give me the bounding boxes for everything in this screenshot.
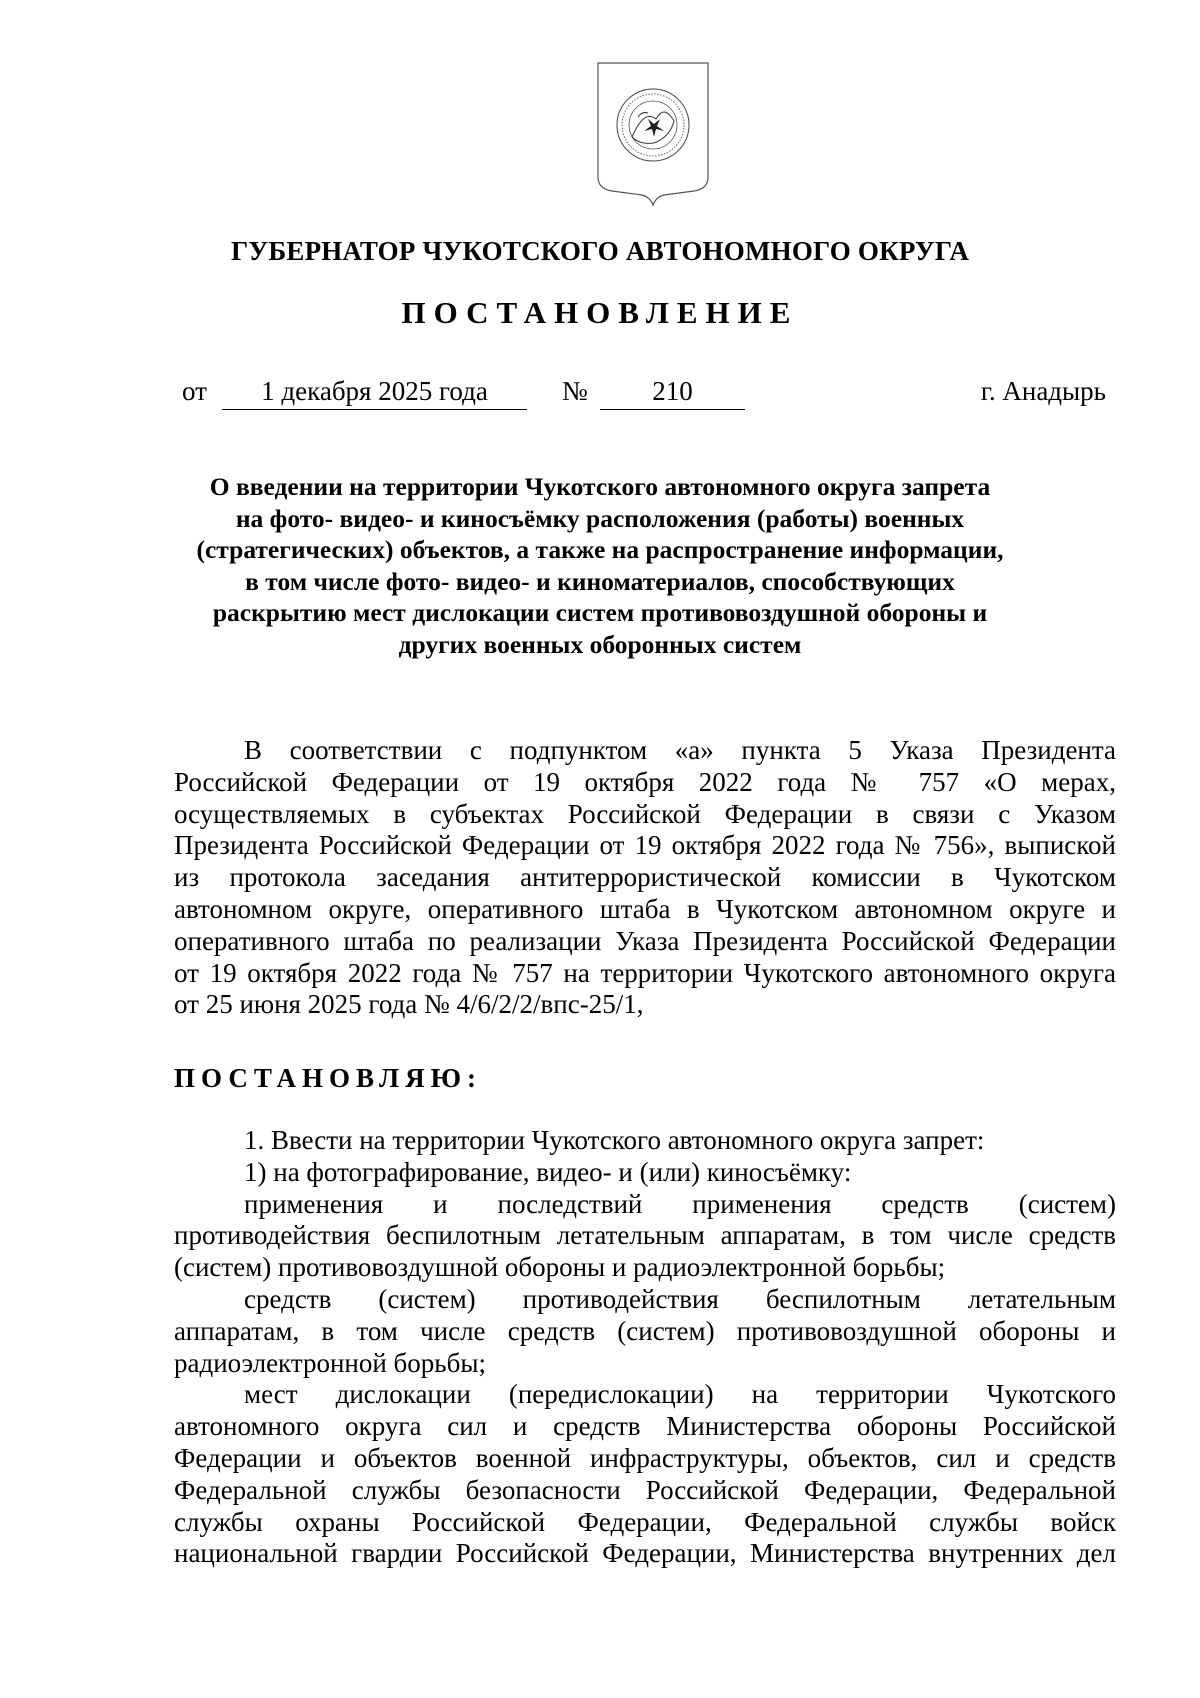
preamble-line: оперативного штаба по реализации Указа Президента Российской Федерации <box>174 925 1116 956</box>
clause-item-1: 1. Ввести на территории Чукотского автономного округа запрет: <box>244 1125 985 1155</box>
subject-line: других военных оборонных систем <box>398 629 802 659</box>
clause-line: службы охраны Российской Федерации, Федеральной службы войск <box>174 1506 1116 1537</box>
clause-line: национальной гвардии Российской Федерации, Министерства внутренних дел <box>174 1538 1116 1569</box>
document-subject <box>150 471 1050 660</box>
preamble-line: от 19 октября 2022 года № 757 на территории Чукотского автономного округа <box>174 957 1116 988</box>
decree-heading: ПОСТАНОВЛЯЮ: <box>174 1063 482 1093</box>
clause-line: противодействия беспилотным летательным аппаратам, в том числе средств <box>174 1220 1116 1251</box>
date-number-row <box>0 376 1200 416</box>
preamble-line: В соответствии с подпунктом «а» пункта 5 Указа Президента <box>244 735 1116 765</box>
document-number: 210 <box>652 376 693 406</box>
preamble-line: из протокола заседания антитеррористической комиссии в Чукотском <box>174 862 1116 893</box>
clause-subitem-1: 1) на фотографирование, видео- и (или) киносъёмку: <box>244 1156 852 1187</box>
document-type: ПОСТАНОВЛЕНИЕ <box>401 295 799 330</box>
number-underline <box>600 409 745 410</box>
document-date: 1 декабря 2025 года <box>261 376 488 406</box>
clauses-section <box>174 1125 1116 1570</box>
subject-line: (стратегических) объектов, а также на распространение информации, <box>196 535 1004 564</box>
preamble-line: осуществляемых в субъектах Российской Федерации в связи с Указом <box>174 798 1116 829</box>
clause-line: радиоэлектронной борьбы; <box>174 1347 486 1378</box>
clause-line: мест дислокации (передислокации) на территории Чукотского <box>244 1379 1116 1410</box>
governor-title: ГУБЕРНАТОР ЧУКОТСКОГО АВТОНОМНОГО ОКРУГА <box>230 236 970 266</box>
number-label: № <box>562 376 588 406</box>
date-underline <box>222 409 527 410</box>
coat-of-arms-icon <box>594 59 712 209</box>
subject-line: О введении на территории Чукотского автономного округа запрета <box>209 472 991 501</box>
preamble-line: от 25 июня 2025 года № 4/6/2/2/впс-25/1, <box>174 989 644 1020</box>
preamble-line: Российской Федерации от 19 октября 2022 года № 757 «О мерах, <box>174 766 1116 797</box>
clause-line: Федеральной службы безопасности Российской Федерации, Федеральной <box>174 1474 1116 1505</box>
preamble-line: автономном округе, оперативного штаба в Чукотском автономном округе и <box>174 893 1116 924</box>
clause-line: применения и последствий применения средств (систем) <box>244 1188 1116 1219</box>
clause-line: аппаратам, в том числе средств (систем) противовоздушной обороны и <box>174 1315 1116 1346</box>
subject-line: раскрытию мест дислокации систем противовоздушной обороны и <box>212 598 988 627</box>
subject-line: в том числе фото- видео- и киноматериалов, способствующих <box>245 566 955 596</box>
clause-line: автономного округа сил и средств Министерства обороны Российской <box>174 1411 1116 1442</box>
clause-line: (систем) противовоздушной обороны и радиоэлектронной борьбы; <box>174 1252 946 1283</box>
clause-line: Федерации и объектов военной инфраструктуры, объектов, сил и средств <box>174 1442 1116 1473</box>
preamble-line: Президента Российской Федерации от 19 октября 2022 года № 756», выпиской <box>174 830 1116 861</box>
document-city: г. Анадырь <box>980 376 1106 406</box>
clause-line: средств (систем) противодействия беспилотным летательным <box>244 1283 1116 1314</box>
subject-line: на фото- видео- и киносъёмку расположения (работы) военных <box>235 503 965 533</box>
preamble-paragraph <box>174 735 1116 1021</box>
date-prefix: от <box>182 376 207 406</box>
